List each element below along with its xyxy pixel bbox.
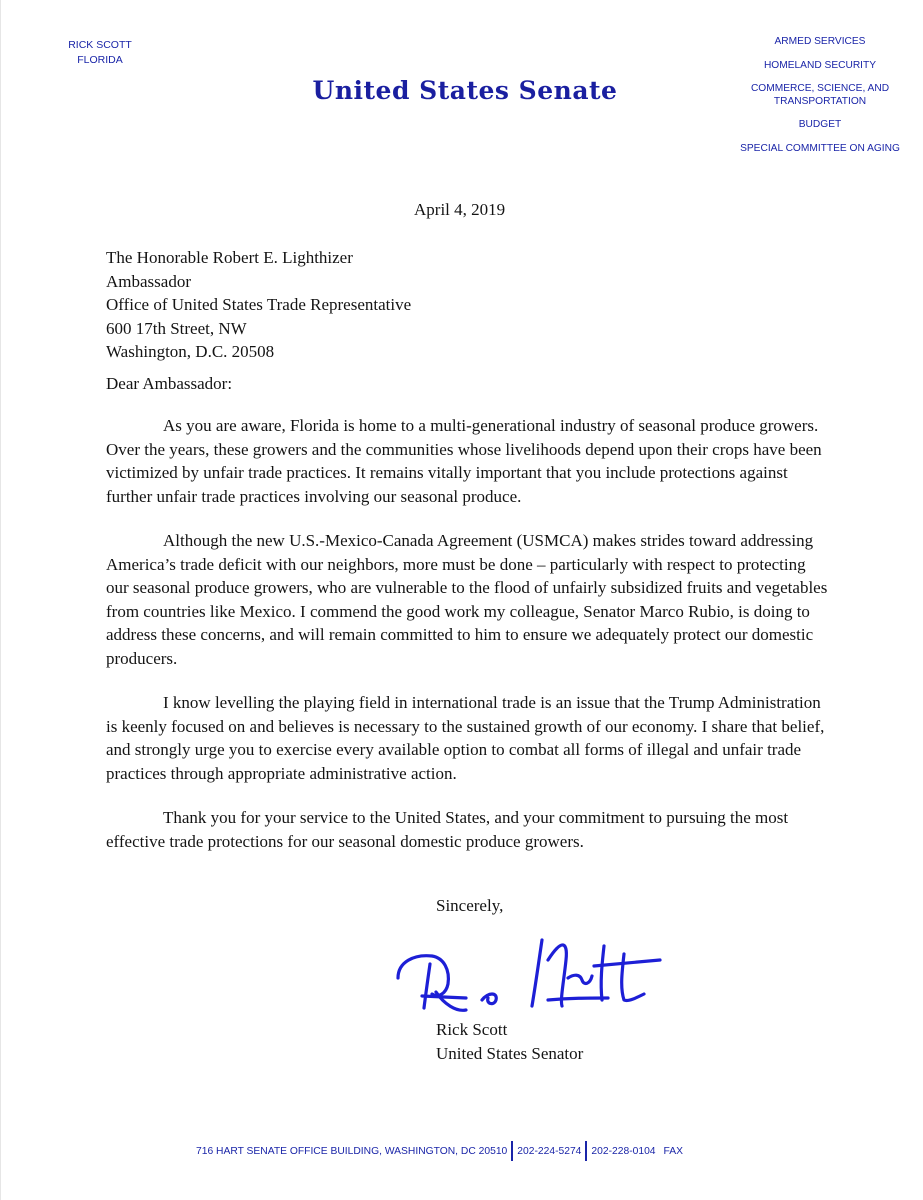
- signature-block: [436, 1018, 583, 1065]
- body-paragraph: I know levelling the playing field in international trade is an issue that the Trump Administration is keenly focused on and believes is necessary to the sustained growth of our economy. I share that belief, and strongly urge you to exercise every available option to combat all forms of illegal and unfair trade practices through appropriate administrative action.: [106, 693, 825, 783]
- committee-list: [740, 36, 900, 155]
- senator-state: FLORIDA: [77, 54, 123, 66]
- footer-divider: [511, 1141, 513, 1161]
- body-paragraph: Although the new U.S.-Mexico-Canada Agreement (USMCA) makes strides toward addressing America’s trade deficit with our neighbors, more must be done – particularly with respect to protecting our seasonal produce growers, who are vulnerable to the flood of unfairly subsidized fruits and vegetables from countries like Mexico. I commend the good work my colleague, Senator Marco Rubio, is doing to address these concerns, and will remain committed to him to ensure we adequately protect our domestic producers.: [106, 531, 828, 668]
- fax-label: FAX: [663, 1145, 683, 1157]
- office-fax-number: 202-228-0104: [591, 1145, 656, 1157]
- recipient-line: 600 17th Street, NW: [106, 318, 247, 338]
- committee-item: SPECIAL COMMITTEE ON AGING: [740, 142, 900, 154]
- senate-masthead: United States Senate: [312, 76, 618, 105]
- committee-item: ARMED SERVICES: [774, 36, 866, 47]
- letterhead-senator-block: [52, 38, 148, 68]
- recipient-address: [106, 246, 411, 364]
- handwritten-signature: [392, 920, 682, 1020]
- committee-item: HOMELAND SECURITY: [763, 59, 877, 71]
- office-address: 716 HART SENATE OFFICE BUILDING, WASHINGTON, DC 20510: [196, 1145, 508, 1157]
- recipient-line: Ambassador: [106, 271, 191, 291]
- office-phone: 202-224-5274: [517, 1145, 582, 1157]
- signer-name: Rick Scott: [436, 1020, 508, 1039]
- signer-title: United States Senator: [436, 1043, 584, 1063]
- recipient-line: Office of United States Trade Representative: [106, 295, 412, 314]
- letter-date: April 4, 2019: [414, 200, 506, 219]
- committee-item: BUDGET: [798, 119, 842, 130]
- letterhead-footer: [196, 1140, 756, 1162]
- committee-item: COMMERCE, SCIENCE, AND TRANSPORTATION: [750, 83, 890, 107]
- closing: Sincerely,: [436, 896, 504, 915]
- letter-body: [106, 414, 832, 874]
- body-paragraph: As you are aware, Florida is home to a multi-generational industry of seasonal produce growers. Over the years, these growers and the communities whose livelihoods depend upon their crops have been victimized by unfair trade practices. It remains vitally important that you include protections against further unfair trade practices involving our seasonal produce.: [106, 416, 822, 506]
- recipient-line: Washington, D.C. 20508: [106, 342, 275, 361]
- recipient-line: The Honorable Robert E. Lighthizer: [106, 248, 353, 267]
- footer-divider: [585, 1141, 587, 1161]
- senator-name: RICK SCOTT: [68, 39, 132, 51]
- salutation: Dear Ambassador:: [106, 374, 233, 393]
- body-paragraph: Thank you for your service to the United States, and your commitment to pursuing the most effective trade protections for our seasonal domestic produce growers.: [106, 808, 789, 851]
